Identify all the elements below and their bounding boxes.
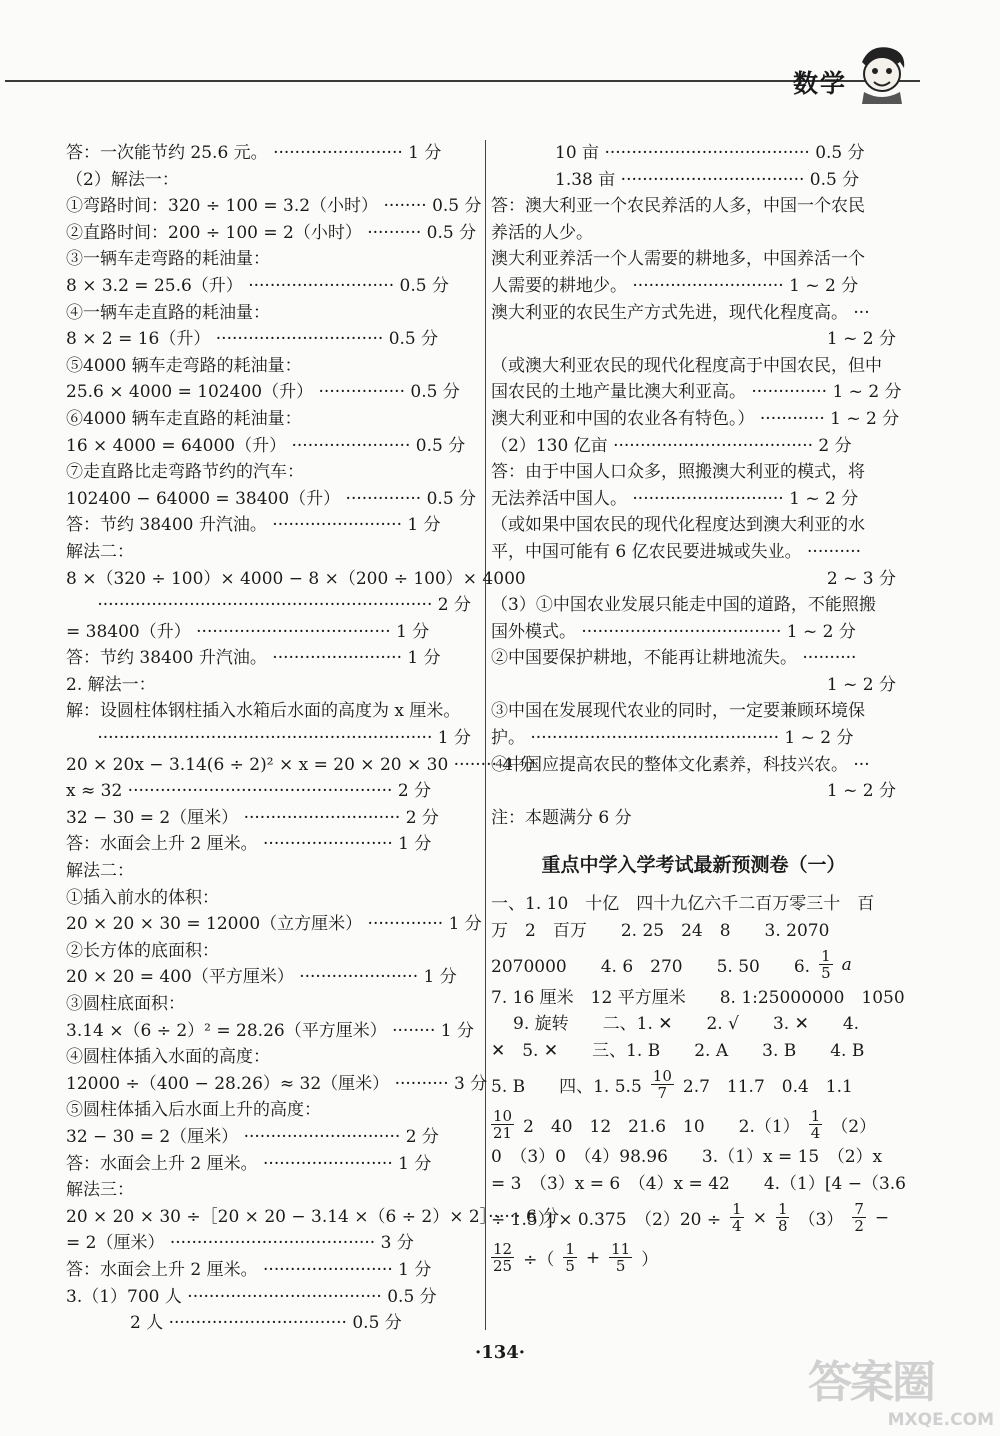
answer-line: ②直路时间：200 ÷ 100 = 2（小时） ·········· 0.5 分 [66,222,477,243]
answer-line: （3）①中国农业发展只能走中国的道路，不能照搬 [491,595,876,616]
fraction-numerator: 1 [777,1200,788,1219]
answer-line: 无法养活中国人。 ···························· 1 ~ 2 分 [491,488,859,509]
answer-line: 32 − 30 = 2（厘米） ····························· 2 分 [66,1126,439,1147]
answer-line: x ≈ 32 ················································· 2 分 [66,781,432,802]
answer-text: a [841,954,852,975]
answer-line: 澳大利亚的农民生产方式先进，现代化程度高。 ··· [491,302,870,323]
fraction [730,1201,744,1234]
answer-line: 国外模式。 ····································· 1 ~ 2 分 [491,621,856,642]
answer-line: 平，中国可能有 6 亿农民要进城或失业。 ·········· [491,541,862,562]
answer-line: 答：一次能节约 25.6 元。 ························ 1 分 [66,143,442,163]
fraction-denominator: 5 [615,1257,626,1276]
answer-text: ÷（ [523,1250,555,1271]
answer-line: 解法三： [66,1180,134,1201]
answer-line: 答：澳大利亚一个农民养活的人多，中国一个农民 [491,196,865,217]
math-row [491,1104,896,1144]
answer-line: 9. 旋转 二、1. ✕ 2. √ 3. ✕ 4. [513,1014,860,1035]
fraction-numerator: 1 [565,1240,575,1259]
section-title: 重点中学入学考试最新预测卷（一） [541,854,846,877]
answer-line: 25.6 × 4000 = 102400（升） ················ 0.5 分 [66,382,460,403]
answer-text: × [752,1207,767,1228]
answer-line: 8 × 2 = 16（升） ······························· 0.5 分 [66,329,439,350]
answer-line: ④圆柱体插入水面的高度： [66,1047,270,1068]
watermark-url: MXQE.COM [887,1410,994,1430]
fraction-denominator: 7 [657,1083,668,1102]
answer-text: 2 40 12 21.6 10 2.（1） [523,1116,800,1137]
page-number: ·134· [474,1342,526,1363]
answer-line: （2）解法一： [66,169,179,190]
answer-line: 0 （3）0 （4）98.96 3.（1）x = 15 （2）x [491,1147,883,1168]
answer-text: （3） [798,1210,844,1231]
fraction [852,1201,866,1234]
fraction [491,1108,514,1141]
cartoon-boy-mascot-icon [850,40,914,104]
answer-line: 2 ~ 3 分 [826,568,896,589]
answer-line: 1.38 亩 ·································· 0.5 分 [555,169,860,190]
header-rule [5,80,920,82]
watermark-logo: 答案圈 [808,1357,934,1408]
answer-line: 8 × 3.2 = 25.6（升） ··························· 0.5 分 [66,275,449,296]
answer-line: 答：节约 38400 升汽油。 ························ 1 分 [66,515,441,536]
math-row [491,1238,896,1278]
answer-text: − [874,1207,890,1228]
answer-text: ÷ 1.5）] × 0.375 （2）20 ÷ [491,1210,722,1231]
fraction-numerator: 10 [493,1106,513,1125]
answer-line: 3.14 ×（6 ÷ 2）² = 28.26（平方厘米） ········ 1 分 [66,1020,474,1041]
fraction-denominator: 4 [810,1123,821,1142]
fraction-denominator: 5 [821,964,831,983]
answer-text: + [585,1247,601,1268]
fraction-denominator: 21 [493,1123,513,1142]
answer-line: = 3 （3）x = 6 （4）x = 42 4.（1）[4 −（3.6 [491,1174,906,1194]
answer-line: 澳大利亚养活一个人需要的耕地多，中国养活一个 [491,249,865,270]
answer-line: 澳大利亚和中国的农业各有特色。） ············ 1 ~ 2 分 [491,408,900,429]
fraction-denominator: 5 [565,1257,575,1276]
fraction-numerator: 1 [732,1200,742,1219]
answer-line: 10 亩 ······································ 0.5 分 [555,143,865,163]
answer-line: 万 2 百万 2. 25 24 8 3. 2070 [491,921,830,942]
answer-line: ②长方体的底面积： [66,940,219,961]
answer-line: ①插入前水的体积： [66,887,219,908]
fraction-denominator: 4 [732,1217,742,1236]
answer-line: ③中国在发展现代农业的同时，一定要兼顾环境保 [491,701,865,722]
math-row [491,945,896,985]
answer-line: ④一辆车走直路的耗油量： [66,302,270,323]
answer-line: 3.（1）700 人 ···································· 0.5 分 [66,1286,437,1307]
answer-line: = 38400（升） ···································· 1 分 [66,621,430,642]
fraction-numerator: 1 [810,1106,821,1125]
answer-text: （2） [831,1116,877,1137]
answer-line: ✕ 5. ✕ 三、1. B 2. A 3. B 4. B [491,1040,865,1061]
answer-line: 20 × 20 × 30 = 12000（立方厘米） ·············· 1 分 [66,914,482,935]
answer-text: 2070000 4. 6 270 5. 50 6. [491,957,811,978]
answer-line: ③一辆车走弯路的耗油量： [66,249,270,270]
answer-line: = 2（厘米） ······································ 3 分 [66,1233,414,1254]
fraction [491,1241,514,1274]
answer-line: 1 ~ 2 分 [826,329,896,350]
math-row [491,1064,896,1104]
answer-line: （或澳大利亚农民的现代化程度高于中国农民，但中 [491,355,882,376]
fraction [809,1108,823,1141]
answer-line: 20 × 20x − 3.14(6 ÷ 2)² × x = 20 × 20 × 30 ········ 4 分 [66,754,536,775]
answer-line: ⑤圆柱体插入后水面上升的高度： [66,1100,321,1121]
answer-line: 7. 16 厘米 12 平方厘米 8. 1:25000000 1050 [491,987,905,1008]
answer-line: 16 × 4000 = 64000（升） ······················ 0.5 分 [66,435,466,456]
right-column-text [491,140,902,945]
answer-line: 解：设圆柱体钢柱插入水箱后水面的高度为 x 厘米。 [66,701,461,722]
answer-text: 2.7 11.7 0.4 1.1 [682,1076,853,1097]
fraction-numerator: 1 [821,947,831,966]
answer-line: （2）130 亿亩 ····································· 2 分 [491,435,852,456]
answer-line: 注：本题满分 6 分 [491,807,632,828]
answer-line: 12000 ÷（400 − 28.26）≈ 32（厘米） ·········· 3 分 [66,1073,488,1094]
answer-line: 答：水面会上升 2 厘米。 ························ 1 分 [66,1153,432,1174]
answer-line: 人需要的耕地少。 ···························· 1 ~ 2 分 [491,275,859,296]
answer-line: ④中国应提高农民的整体文化素养，科技兴农。 ··· [491,754,870,775]
subject-tag: 数学 [793,69,848,98]
answer-line: 护。 ·············································· 1 ~ 2 分 [491,728,854,749]
answer-line: 答：由于中国人口众多，照搬澳大利亚的模式，将 [491,462,865,483]
answer-line: 国农民的土地产量比澳大利亚高。 ·············· 1 ~ 2 分 [491,382,902,403]
answer-line: ⑤4000 辆车走弯路的耗油量： [66,355,302,376]
fraction [776,1201,790,1234]
answer-line: 32 − 30 = 2（厘米） ····························· 2 分 [66,807,439,828]
fraction-numerator: 10 [652,1066,672,1085]
fraction-numerator: 7 [854,1200,864,1219]
answer-line: ⑥4000 辆车走直路的耗油量： [66,408,302,429]
answer-text: 5. B 四、1. 5.5 [491,1076,642,1097]
fraction [651,1068,674,1101]
answer-line: ②中国要保护耕地，不能再让耕地流失。 ·········· [491,648,857,669]
fraction [609,1241,632,1274]
answer-line: 20 × 20 × 30 ÷［20 × 20 − 3.14 ×（6 ÷ 2）× 2］······ 6 分 [66,1206,560,1227]
answer-line: 2. 解法一： [66,674,156,695]
fraction-denominator: 25 [493,1257,513,1276]
answer-line: ③圆柱底面积： [66,994,185,1014]
answer-line: 答：水面会上升 2 厘米。 ························ 1 分 [66,834,432,855]
answer-line: 2 人 ································· 0.5 分 [130,1313,402,1334]
column-divider [485,140,486,1330]
answer-line: 8 ×（320 ÷ 100）× 4000 − 8 ×（200 ÷ 100）× 4000 [66,568,526,589]
fraction [563,1241,577,1274]
answer-line: 102400 − 64000 = 38400（升） ·············· 0.5 分 [66,488,477,509]
answer-line: ······························································ 1 分 [97,728,471,749]
answer-text: ） [641,1250,659,1271]
answer-line: 1 ~ 2 分 [826,781,896,802]
answer-line: 解法二： [66,541,134,562]
right-column [491,140,906,1278]
answer-line: 养活的人少。 [491,222,593,243]
watermark [808,1346,998,1432]
answer-line: 一、1. 10 十亿 四十九亿六千二百万零三十 百 [491,894,875,915]
answer-line: 解法二： [66,861,134,882]
answer-line: 答：水面会上升 2 厘米。 ························ 1 分 [66,1259,432,1280]
fraction-denominator: 8 [777,1217,788,1236]
answer-line: ①弯路时间：320 ÷ 100 = 3.2（小时） ········ 0.5 分 [66,196,482,217]
answer-line: ······························································ 2 分 [97,595,471,616]
answer-line: 20 × 20 = 400（平方厘米） ······················ 1 分 [66,967,457,988]
answer-line: 1 ~ 2 分 [826,674,896,695]
fraction-numerator: 11 [611,1240,631,1259]
answer-line: （或如果中国农民的现代化程度达到澳大利亚的水 [491,515,865,536]
fraction [819,948,833,981]
answer-line: ⑦走直路比走弯路节约的汽车： [66,462,304,483]
answer-line: 答：节约 38400 升汽油。 ························ 1 分 [66,648,441,669]
fraction-denominator: 2 [854,1217,864,1236]
fraction-numerator: 12 [493,1240,513,1259]
math-row [491,1198,896,1238]
